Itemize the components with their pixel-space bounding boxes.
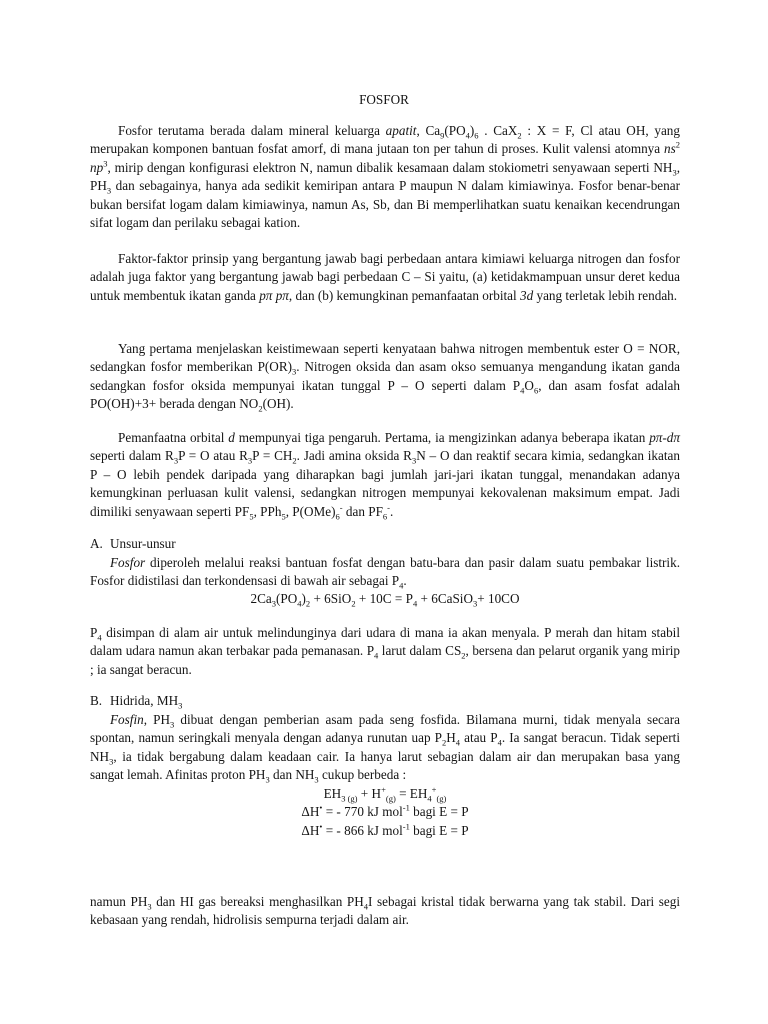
subscript: 2 (258, 403, 263, 414)
subscript: 2 (292, 456, 297, 467)
subscript: 6 (533, 385, 539, 396)
subscript: 6 (335, 511, 340, 522)
text: + 6SiO (310, 591, 352, 606)
subscript: 3 (109, 756, 114, 767)
text: H (446, 730, 456, 746)
subscript: 4 (497, 738, 502, 749)
subscript: 2 (305, 598, 311, 609)
text: = EH (395, 786, 428, 801)
document-title: FOSFOR (359, 92, 409, 107)
subscript: 4 (363, 901, 369, 912)
text: , Ca (416, 123, 441, 138)
text: yang terletak lebih rendah. (533, 287, 678, 303)
superscript: -1 (402, 802, 410, 813)
equation-enthalpy-2 (90, 822, 680, 840)
text: dan HI gas bereaksi menghasilkan PH (151, 894, 364, 909)
superscript: -1 (402, 821, 410, 832)
text: bagi E = P (409, 823, 469, 838)
subscript: 5 (249, 511, 254, 522)
subscript: 2 (461, 651, 466, 662)
subscript: 5 (281, 511, 286, 522)
text: : X = F, Cl atau OH, yang merupakan komponen bantuan fosfat amorf, di mana jutaan ton per tahun di proses. Kulit valensi atomnya (90, 123, 680, 157)
subscript: (g) (385, 793, 396, 804)
superscript: • (319, 802, 323, 813)
section-title: Hidrida, MH (110, 693, 179, 708)
text: dibuat dengan pemberian asam pada seng fosfida. Bilamana murni, tidak menyala secara spontan, namun seringkali menyala dengan adanya runutan uap P (90, 712, 680, 746)
term-apatit: apatit (385, 123, 417, 138)
text: , PPh (253, 503, 282, 519)
text: , PH (143, 712, 170, 727)
text: + 10C = P (355, 591, 413, 606)
text: = - 770 kJ mol (322, 804, 403, 819)
subscript: 3 (473, 598, 478, 609)
text: I sebagai kristal tidak berwarna yang tak stabil. Dari segi kebasaan yang rendah, hidrolisis sempurna terjadi dalam air. (90, 894, 681, 928)
subscript: 9 (440, 130, 445, 141)
text: , dan asam fosfat adalah PO(OH)+3+ berada dengan NO (90, 377, 681, 412)
text: bagi E = P (409, 804, 469, 819)
text: (PO (444, 123, 466, 138)
superscript: + (381, 784, 386, 795)
paragraph-factors (90, 250, 680, 305)
subscript: 3 (173, 456, 179, 467)
text: dan sebagainya, hanya ada sedikit kemiripan antara P maupun N dalam kimiawinya. Fosfor benar-benar bukan bersifat logam dalam kimiawinya, namun As, Sb, dan Bi memperlihatkan suatu kenaikan kecendrungan sifat logam dan perilaku sebagai kation. (90, 178, 680, 231)
paragraph-hydrolysis (90, 893, 680, 930)
subscript: 3 (170, 719, 175, 730)
superscript: - (339, 502, 343, 513)
equation-proton-affinity (90, 785, 680, 803)
subscript: 3 (411, 456, 417, 467)
subscript: 3 (265, 774, 270, 785)
paragraph-fosfin (90, 711, 680, 785)
subscript: 3 (271, 598, 276, 609)
text: dan NH (269, 767, 315, 783)
text: ΔH (301, 823, 320, 838)
text: , P(OMe) (285, 503, 336, 519)
subscript: 3 (672, 167, 677, 178)
subscript: 2 (442, 738, 447, 749)
text: diperoleh melalui reaksi bantuan fosfat dengan batu-bara dan pasir dalam suatu pembakar listrik. Fosfor didistilasi dan terkondensasi di bawah air sebagai P (90, 555, 680, 589)
equation-phosphorus-production (90, 590, 680, 608)
subscript: 4 (455, 738, 461, 749)
text: , dan (b) kemungkinan pemanfaatan orbital (288, 287, 520, 303)
text: Yang pertama menjelaskan keistimewaan seperti kenyataan bahwa nitrogen membentuk ester O = NOR, sedangkan fosfor memberikan P(OR) (90, 341, 680, 375)
subscript: 3 (106, 185, 112, 196)
paragraph-d-orbital (90, 429, 680, 521)
term-3d: 3d (519, 287, 534, 303)
text: ) (301, 591, 306, 606)
text: = - 866 kJ mol (322, 823, 403, 838)
text: disimpan di alam air untuk melindunginya dari udara di mana ia akan menyala. P merah dan hitam stabil dalam udara namun akan terbakar pada pemanasan. P (90, 625, 680, 659)
subscript: (g) (436, 793, 447, 804)
text: ) (469, 123, 475, 138)
text: ΔH (301, 804, 320, 819)
text: namun PH (90, 894, 148, 909)
text: mempunyai tiga pengaruh. Pertama, ia mengizinkan adanya beberapa ikatan (234, 430, 650, 445)
subscript: 3 (g) (341, 793, 358, 804)
text: larut dalam CS (378, 643, 462, 659)
subscript: 4 (465, 130, 470, 141)
text: EH (323, 786, 342, 801)
text: . CaX (478, 123, 518, 138)
subscript: 3 (147, 901, 152, 912)
section-b-heading (90, 692, 182, 710)
subscript: 3 (314, 774, 319, 785)
superscript: + (431, 784, 437, 795)
text: 2Ca (250, 591, 272, 606)
text: atau P (460, 730, 498, 746)
text: P = CH (252, 448, 293, 464)
subscript: 2 (517, 130, 522, 141)
text: . Ia sangat beracun. Tidak seperti NH (90, 730, 680, 764)
subscript: 4 (427, 793, 432, 804)
text: + 6CaSiO (417, 591, 473, 606)
subscript: 4 (374, 651, 379, 662)
text: P (90, 625, 98, 640)
text: dan PF (342, 503, 383, 519)
text: N – O dan reaktif secara kimia, sedangkan ikatan P – O lebih pendek daripada yang diharapkan bagi jumlah jari-jari ikatan tunggal, menandakan adanya kemungkinan perluasan kulit valensi, sedangkan nitrogen mempunyai kekovalenan maksimum empat. Jadi dimiliki senyawaan seperti PF (90, 448, 680, 519)
text: , bersena dan pelarut organik yang mirip ; ia sangat beracun. (90, 643, 680, 677)
term-np: np (90, 159, 104, 175)
text: O (524, 377, 534, 393)
text: . Jadi amina oksida R (296, 448, 412, 464)
text: (OH). (262, 396, 294, 412)
text: seperti dalam R (90, 448, 174, 464)
text: + H (357, 786, 382, 801)
text: Faktor-faktor prinsip yang bergantung jawab bagi perbedaan antara kimiawi keluarga nitrogen dan fosfor adalah juga faktor yang bergantung jawab bagi perbedaan C – Si yaitu, (a) ketidakmampuan unsur deret kedua untuk membentuk ikatan ganda (90, 251, 680, 303)
subscript: 4 (297, 598, 302, 609)
section-title: Unsur-unsur (110, 536, 176, 551)
paragraph-intro (90, 122, 680, 232)
text: . Nitrogen oksida dan asam okso semuanya mengandung ikatan ganda sedangkan fosfor oksida mempunyai ikatan tunggal P – O seperti dalam P (90, 359, 680, 393)
term-ns: ns (664, 141, 676, 157)
section-a-heading (90, 535, 176, 553)
paragraph-storage (90, 624, 680, 679)
equation-enthalpy-1 (90, 803, 680, 821)
superscript: • (319, 821, 323, 832)
text: P = O atau R (178, 448, 248, 464)
paragraph-first-effect (90, 340, 680, 414)
term-p-pi: pπ pπ (259, 287, 289, 303)
subscript: 4 (97, 632, 102, 643)
text: . (390, 503, 394, 519)
term-fosfin: Fosfin (110, 712, 144, 727)
subscript: 6 (382, 511, 388, 522)
text: , mirip dengan konfigurasi elektron N, namun dibalik kesamaan dalam stokiometri senyawaan seperti NH (107, 159, 673, 175)
subscript: 4 (399, 581, 404, 592)
superscript: 2 (675, 140, 680, 151)
subscript: 3 (178, 700, 183, 711)
section-letter: A. (90, 536, 103, 551)
subscript: 3 (292, 367, 297, 378)
term-d: d (228, 430, 235, 445)
paragraph-unsur (90, 554, 680, 591)
subscript: 4 (412, 598, 418, 609)
term-p-pi-d-pi: pπ-dπ (649, 430, 680, 445)
term-fosfor: Fosfor (110, 555, 146, 570)
subscript: 2 (351, 598, 356, 609)
subscript: 4 (520, 385, 525, 396)
text: (PO (276, 591, 298, 606)
subscript: 3 (247, 456, 253, 467)
section-letter: B. (90, 693, 103, 708)
text: , ia tidak bergabung dalam keadaan cair. Ia hanya larut sebagian dalam air dan merupakan basa yang sangat lemah. Afinitas proton PH (90, 748, 680, 783)
text: Fosfor terutama berada dalam mineral keluarga (118, 123, 386, 138)
superscript: - (387, 502, 391, 513)
text: + 10CO (477, 591, 520, 606)
subscript: 6 (474, 130, 479, 141)
text: . (403, 573, 407, 589)
text: cukup berbeda : (318, 767, 407, 783)
text: , PH (90, 159, 680, 194)
text: Pemanfaatna orbital (118, 430, 229, 445)
superscript: 3 (103, 158, 108, 169)
